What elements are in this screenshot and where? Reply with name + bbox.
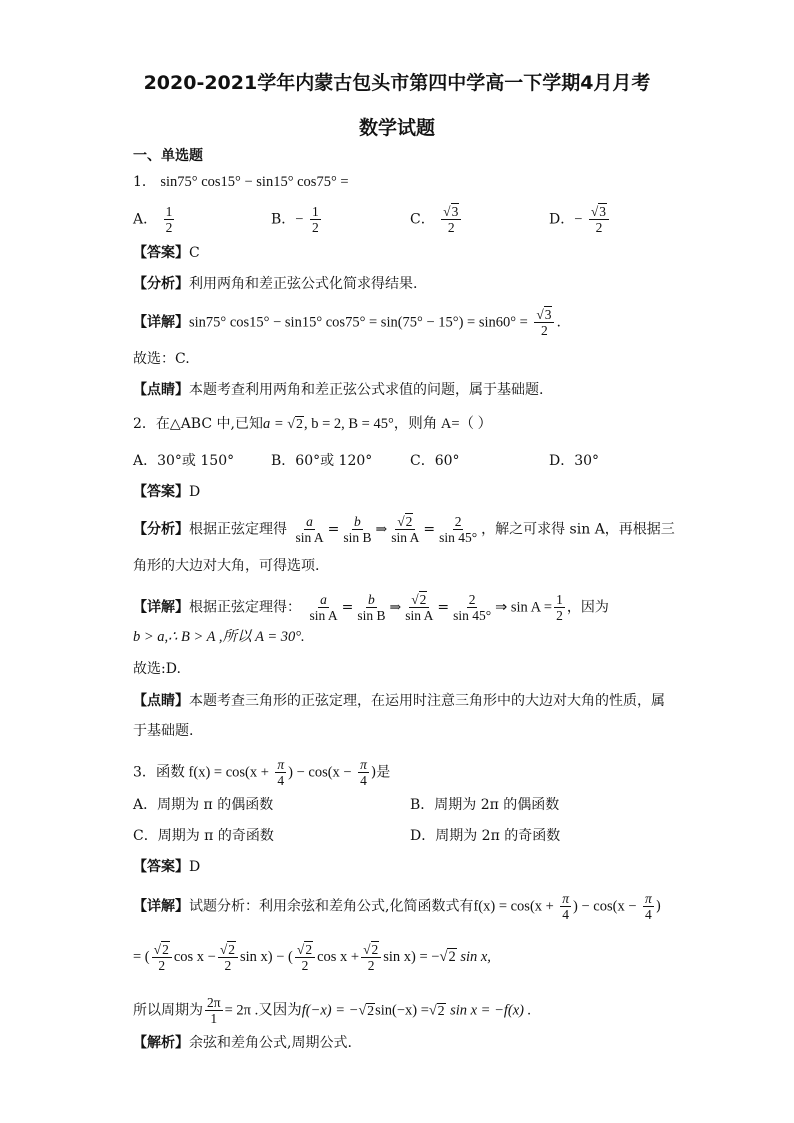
- fraction: $\frac{b}{\text{sin B}}$: [357, 592, 386, 623]
- q2-option-d: D．30°: [549, 453, 600, 469]
- section-heading: 一、单选题: [133, 148, 203, 164]
- fraction: $\frac{\pi}{4}$: [277, 757, 285, 788]
- fraction: $\frac{√2}{2}$: [218, 942, 238, 973]
- fraction: $\frac{a}{\text{sin A}}$: [309, 592, 338, 623]
- q1-answer: 【答案】C: [133, 245, 200, 261]
- q3-option-c: C．周期为 π 的奇函数: [133, 828, 274, 844]
- q2-analysis-cont: 角形的大边对大角，可得选项.: [133, 558, 320, 574]
- q2-answer: 【答案】D: [133, 484, 201, 500]
- q3-answer: 【答案】D: [133, 859, 201, 875]
- page-subtitle: 数学试题: [358, 117, 435, 139]
- q3-detail: 【详解】试题分析：利用余弦和差角公式,化简函数式有f(x) = cos(x + $\frac{\pi}{4}$ ) − cos(x − $\frac{\pi}{4}$ ): [133, 891, 662, 922]
- q1-detail: 【详解】sin75° cos15° − sin15° cos75° = sin(75° − 15°) = sin60° = $\frac{√3}{2}$ .: [133, 307, 561, 338]
- fraction: $\frac{\pi}{4}$: [360, 757, 367, 788]
- fraction: $\frac{1}{2}$: [311, 204, 319, 235]
- fraction: $\frac{1}{2}$: [556, 592, 563, 623]
- q2-detail-cont: b > a,∴ B > A ,所以 A = 30°.: [133, 629, 305, 645]
- fraction: $\frac{1}{2}$: [165, 204, 173, 235]
- q3-detail-line3: 所以周期为 $\frac{2\pi}{1}$ = 2π .又因为f(−x) = −√2sin(−x) =√2 sin x = −f(x) .: [133, 995, 532, 1026]
- q2-option-a: A．30°或 150°: [133, 453, 235, 469]
- fraction: $\frac{√2}{\text{sin A}}$: [405, 592, 434, 623]
- q2-detail: 【详解】根据正弦定理得： $\frac{a}{\text{sin A}}$ = $\frac{b}{\text{sin B}}$ ⇒ $\frac{√2}{\text{sin A}}$ = $\frac{2}{\sin 45^\circ}$ ⇒ sin A = $\frac{1}{2}$ ，因为: [133, 592, 609, 623]
- q1-expression: sin75° cos15° − sin15° cos75° =: [160, 174, 349, 190]
- q1-analysis: 【分析】利用两角和差正弦公式化简求得结果.: [133, 276, 418, 292]
- fraction: $\frac{√3}{2}$: [534, 307, 554, 338]
- q1-choose: 故选：C.: [133, 351, 190, 367]
- q1-stem: [133, 172, 349, 192]
- fraction: $\frac{√2}{2}$: [361, 942, 381, 973]
- fraction: $\frac{2\pi}{1}$: [207, 995, 221, 1026]
- q3-stem: 3．函数 f(x) = cos(x + $\frac{\pi}{4}$ ) − cos(x − $\frac{\pi}{4}$ )是: [133, 757, 391, 788]
- q2-stem: 2．在△ABC 中,已知a = √2, b = 2, B = 45°，则角 A=（ ）: [133, 416, 493, 432]
- q2-analysis: 【分析】根据正弦定理得 $\frac{a}{\text{sin A}}$ = $\frac{b}{\text{sin B}}$ ⇒ $\frac{√2}{\text{sin A}}$ = $\frac{2}{\sin 45^\circ}$ ，解之可求得 sin A，再根据三: [133, 514, 675, 545]
- q2-option-b: B．60°或 120°: [271, 453, 373, 469]
- q3-option-a: A．周期为 π 的偶函数: [133, 797, 274, 813]
- fraction: $\frac{√2}{\text{sin A}}$: [391, 514, 420, 545]
- q3-option-d: D．周期为 2π 的奇函数: [410, 828, 561, 844]
- q3-explain: 【解析】余弦和差角公式,周期公式.: [133, 1035, 352, 1051]
- q3-option-b: B．周期为 2π 的偶函数: [410, 797, 560, 813]
- fraction: $\frac{√3}{2}$: [441, 204, 461, 235]
- fraction: $\frac{√2}{2}$: [152, 942, 172, 973]
- fraction: $\frac{√2}{2}$: [295, 942, 315, 973]
- q1-option-a: A． $\frac{1}{2}$: [133, 204, 173, 235]
- q3-detail-line2: = ( $\frac{√2}{2}$ cos x − $\frac{√2}{2}$ sin x) − ( $\frac{√2}{2}$ cos x + $\frac{√2}{2}$ sin x) = −√2 sin x,: [133, 942, 491, 973]
- q1-option-d: D．− $\frac{√3}{2}$: [549, 204, 611, 235]
- fraction: $\frac{b}{\text{sin B}}$: [343, 514, 372, 545]
- fraction: $\frac{√3}{2}$: [589, 204, 609, 235]
- q1-number: 1．: [133, 174, 156, 190]
- fraction: $\frac{2}{\sin 45^\circ}$: [439, 514, 478, 545]
- q2-comment-cont: 于基础题.: [133, 723, 194, 739]
- fraction: $\frac{\pi}{4}$: [562, 891, 570, 922]
- q2-comment: 【点睛】本题考查三角形的正弦定理，在运用时注意三角形中的大边对大角的性质，属: [133, 693, 665, 709]
- fraction: $\frac{2}{\sin 45^\circ}$: [453, 592, 492, 623]
- q1-comment: 【点睛】本题考查利用两角和差正弦公式求值的问题，属于基础题.: [133, 382, 544, 398]
- q1-option-c: C． $\frac{√3}{2}$: [410, 204, 463, 235]
- q2-choose: 故选:D.: [133, 661, 181, 677]
- q1-option-b: B．− $\frac{1}{2}$: [271, 204, 319, 235]
- page-title: 2020-2021学年内蒙古包头市第四中学高一下学期4月月考: [143, 72, 651, 94]
- q2-option-c: C．60°: [410, 453, 460, 469]
- fraction: $\frac{\pi}{4}$: [644, 891, 652, 922]
- fraction: $\frac{a}{\text{sin A}}$: [295, 514, 324, 545]
